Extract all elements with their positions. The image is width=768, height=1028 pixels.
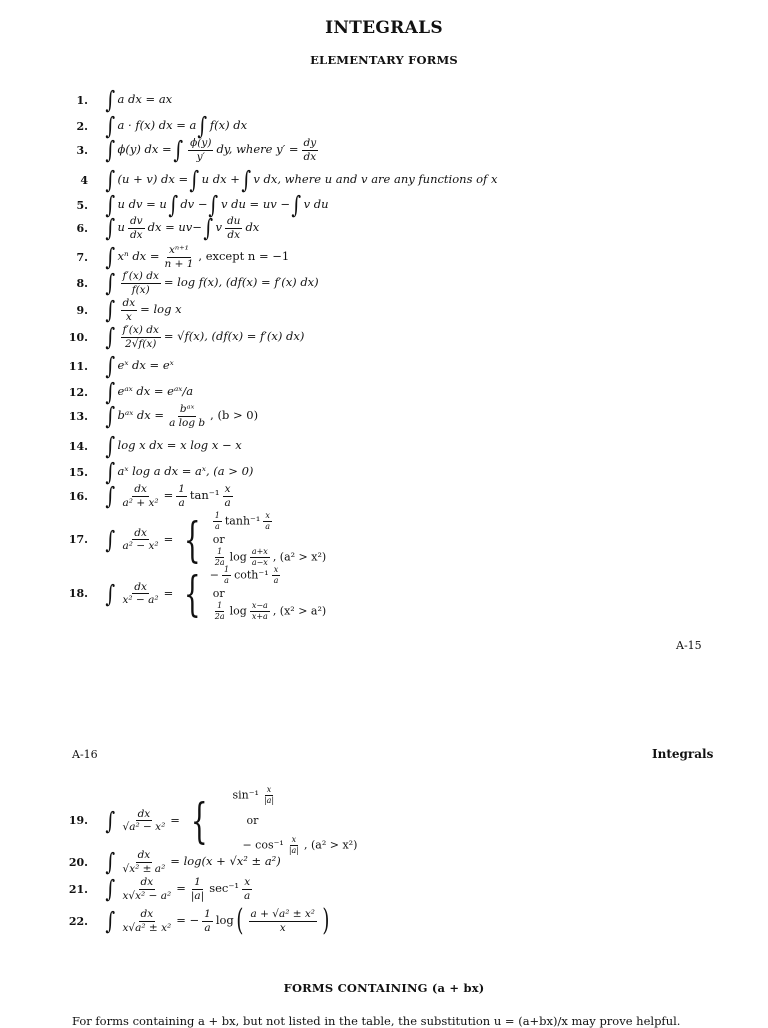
formula-13 xyxy=(0,404,700,428)
fraction-denominator: x² − a² xyxy=(122,594,159,606)
formula-9 xyxy=(0,298,700,322)
fraction-numerator: dx xyxy=(134,580,147,593)
formula-text: dy, where y′ = xyxy=(216,142,299,157)
formula-number: 4 xyxy=(80,173,88,187)
formula-number: 18. xyxy=(68,587,88,600)
formula-text: eᵃˣ dx = eᵃˣ/a xyxy=(117,384,194,399)
formula-number: 15. xyxy=(68,465,88,479)
formula-text: tan⁻¹ xyxy=(189,488,220,503)
formula-number: 19. xyxy=(68,814,88,827)
formula-number: 2. xyxy=(76,119,88,133)
fraction-numerator: dx xyxy=(137,807,151,820)
integral-icon: ∫ xyxy=(241,166,251,194)
fraction-denominator: x xyxy=(125,310,132,323)
integral-icon: ∫ xyxy=(105,525,116,554)
fraction-denominator: 2√f(x) xyxy=(125,337,157,350)
formula-number: 1. xyxy=(76,93,88,107)
formula-text: (u + v) dx = xyxy=(117,172,189,187)
fraction-denominator: √x² ± a² xyxy=(122,862,166,875)
formula-text: v dx, where u and v are any functions of x xyxy=(253,172,498,187)
formula-text: dx = uv− xyxy=(147,220,202,235)
fraction-denominator: dx xyxy=(227,228,241,241)
left-paren-icon: ( xyxy=(236,903,244,938)
fraction-denominator: dx xyxy=(303,150,317,163)
formula-text: log xyxy=(229,604,247,618)
fraction-denominator: |a| xyxy=(190,889,205,902)
fraction-numerator: x xyxy=(265,511,270,520)
fraction-numerator: dx xyxy=(140,908,154,920)
formula-text: u dx + xyxy=(201,172,240,187)
formula-21 xyxy=(0,877,700,901)
integral-icon: ∫ xyxy=(197,112,208,140)
integral-icon: ∫ xyxy=(105,214,116,242)
fraction-numerator: 1 xyxy=(217,547,223,556)
fraction-numerator: 1 xyxy=(224,565,230,574)
formula-text: f(x) dx xyxy=(209,118,248,133)
fraction-numerator: dx xyxy=(122,297,136,309)
fraction-denominator: n + 1 xyxy=(164,257,194,270)
fraction-denominator: a xyxy=(214,522,220,531)
fraction-denominator: a log b xyxy=(169,416,206,429)
formula-number: 14. xyxy=(68,439,88,453)
formula-text: dv − xyxy=(180,197,208,212)
fraction-denominator: dx xyxy=(129,228,143,241)
formula-10 xyxy=(0,325,700,349)
formula-6 xyxy=(0,216,700,240)
formula-11 xyxy=(0,354,700,378)
page-number: A-15 xyxy=(676,639,702,652)
formula-text: log xyxy=(229,550,247,564)
formula-text: = log f(x), (df(x) = f′(x) dx) xyxy=(163,275,319,290)
formula-number: 9. xyxy=(76,303,88,317)
fraction-denominator: x xyxy=(279,921,286,934)
integral-icon: ∫ xyxy=(203,214,214,242)
page-number: A-16 xyxy=(72,748,98,761)
formula-text: tanh⁻¹ xyxy=(224,514,261,528)
formula-22 xyxy=(0,903,700,938)
left-brace-icon: { xyxy=(184,511,201,568)
integral-icon: ∫ xyxy=(105,296,116,324)
formula-text: sin⁻¹ xyxy=(232,788,259,802)
footer-text: For forms containing a + bx, but not listed in the table, the substitution u = (a+bx)/x may prove helpful. xyxy=(72,1014,681,1028)
formula-text: or xyxy=(212,533,225,546)
formula-text: bᵃˣ dx = xyxy=(117,408,165,423)
fraction-numerator: f′(x) dx xyxy=(122,324,159,336)
fraction-denominator: a xyxy=(265,522,271,531)
formula-text: = log(x + √x² ± a²) xyxy=(170,854,281,869)
fraction-numerator: dy xyxy=(303,137,317,149)
fraction-denominator: a xyxy=(224,496,231,509)
formula-text: u xyxy=(117,220,125,235)
integral-icon: ∫ xyxy=(105,579,116,608)
fraction-numerator: f′(x) dx xyxy=(122,270,159,282)
integral-icon: ∫ xyxy=(105,112,116,140)
formula-4 xyxy=(0,168,700,192)
formula-text: = √f(x), (df(x) = f′(x) dx) xyxy=(163,329,305,344)
integral-icon: ∫ xyxy=(105,907,116,935)
formula-number: 8. xyxy=(76,276,88,290)
integral-icon: ∫ xyxy=(173,136,183,164)
integral-icon: ∫ xyxy=(208,191,219,219)
formula-text: a · f(x) dx = a xyxy=(117,118,197,133)
integral-icon: ∫ xyxy=(105,269,116,297)
fraction-denominator: 2a xyxy=(214,558,225,567)
formula-text: or xyxy=(246,814,259,827)
fraction-numerator: 1 xyxy=(194,876,201,888)
formula-number: 20. xyxy=(68,855,88,869)
fraction-numerator: xⁿ⁺¹ xyxy=(168,244,189,256)
fraction-denominator: √a² − x² xyxy=(122,821,166,833)
fraction-numerator: x xyxy=(273,565,279,574)
integral-icon: ∫ xyxy=(105,875,116,903)
formula-text: sec⁻¹ xyxy=(209,881,240,896)
fraction-denominator: |a| xyxy=(288,846,299,855)
section-title-forms-a-bx: FORMS CONTAINING (a + bx) xyxy=(283,981,485,995)
formula-text: = xyxy=(170,812,180,827)
formula-number: 5. xyxy=(76,198,88,212)
fraction-denominator: a xyxy=(204,921,211,934)
fraction-denominator: x√a² ± x² xyxy=(122,921,172,934)
section-title-elementary-forms: ELEMENTARY FORMS xyxy=(310,53,458,67)
formula-text: u dv = u xyxy=(117,197,167,212)
fraction-denominator: a xyxy=(244,889,251,902)
formula-text: = − xyxy=(176,913,200,928)
fraction-numerator: 1 xyxy=(178,483,185,495)
fraction-numerator: 1 xyxy=(217,601,223,610)
integral-icon: ∫ xyxy=(105,191,116,219)
integral-icon: ∫ xyxy=(291,191,302,219)
fraction-denominator: f(x) xyxy=(131,283,150,296)
formula-text: v xyxy=(215,220,222,235)
formula-14 xyxy=(0,434,700,458)
formula-number: 12. xyxy=(68,385,88,399)
fraction-numerator: a+x xyxy=(251,547,268,556)
fraction-numerator: dx xyxy=(140,876,154,888)
formula-text: − cos⁻¹ xyxy=(242,838,284,852)
fraction-numerator: dv xyxy=(129,215,143,227)
integral-icon: ∫ xyxy=(105,136,116,164)
formula-number: 17. xyxy=(68,533,88,546)
formula-text: dx xyxy=(245,220,260,235)
fraction-numerator: 1 xyxy=(214,511,220,520)
right-paren-icon: ) xyxy=(322,903,330,938)
fraction-denominator: a² − x² xyxy=(122,540,159,552)
fraction-numerator: dx xyxy=(134,526,147,539)
integral-icon: ∫ xyxy=(105,402,116,430)
formula-20 xyxy=(0,850,700,874)
formula-text: , (a² > x²) xyxy=(304,838,358,852)
formula-15 xyxy=(0,460,700,484)
formula-text: v du = uv − xyxy=(220,197,291,212)
formula-number: 13. xyxy=(68,409,88,423)
formula-number: 22. xyxy=(68,914,88,928)
fraction-denominator: x+a xyxy=(251,612,268,621)
formula-text: eˣ dx = eˣ xyxy=(117,358,174,373)
integral-icon: ∫ xyxy=(105,458,116,486)
formula-number: 11. xyxy=(68,359,88,373)
fraction-denominator: a xyxy=(178,496,185,509)
integral-icon: ∫ xyxy=(168,191,178,219)
fraction-numerator: 1 xyxy=(204,908,211,920)
formula-text: aˣ log a dx = aˣ, (a > 0) xyxy=(117,464,254,479)
formula-text: , except n = −1 xyxy=(198,249,290,264)
formula-text: xⁿ dx = xyxy=(117,249,160,264)
formula-text: coth⁻¹ xyxy=(234,568,269,582)
page-title: INTEGRALS xyxy=(325,18,443,38)
formula-text: v du xyxy=(303,197,329,212)
integral-icon: ∫ xyxy=(105,323,116,351)
fraction-denominator: 2a xyxy=(214,612,225,621)
formula-number: 10. xyxy=(68,330,88,344)
formula-text: , (b > 0) xyxy=(210,408,259,423)
fraction-denominator: |a| xyxy=(263,796,275,805)
fraction-numerator: ϕ(y) xyxy=(190,137,212,149)
fraction-denominator: x√x² − a² xyxy=(122,889,172,902)
formula-text: log x dx = x log x − x xyxy=(117,438,242,453)
formula-text: = xyxy=(163,488,174,503)
formula-2 xyxy=(0,114,700,138)
formula-7 xyxy=(0,245,700,269)
formula-17 xyxy=(0,512,700,567)
integral-icon: ∫ xyxy=(105,432,116,460)
integral-icon: ∫ xyxy=(105,352,116,380)
formula-number: 3. xyxy=(76,143,88,157)
formula-text: ϕ(y) dx = xyxy=(117,142,172,157)
formula-19 xyxy=(0,786,700,855)
integral-icon: ∫ xyxy=(105,806,116,835)
fraction-numerator: dx xyxy=(137,849,151,861)
fraction-numerator: x xyxy=(224,483,231,495)
fraction-denominator: a² + x² xyxy=(122,496,159,509)
fraction-denominator: a−x xyxy=(251,558,268,567)
running-head: Integrals xyxy=(652,747,714,761)
fraction-numerator: x xyxy=(291,835,297,844)
fraction-denominator: y′ xyxy=(196,150,205,163)
formula-text: − xyxy=(209,568,219,582)
formula-text: = xyxy=(163,531,174,546)
left-brace-icon: { xyxy=(184,565,201,622)
formula-text: = log x xyxy=(140,302,182,317)
formula-8 xyxy=(0,271,700,295)
formula-18 xyxy=(0,566,700,621)
fraction-numerator: dx xyxy=(134,483,147,495)
formula-3 xyxy=(0,138,700,162)
integral-icon: ∫ xyxy=(105,166,116,194)
fraction-denominator: a xyxy=(224,576,229,585)
fraction-numerator: bᵃˣ xyxy=(179,403,195,415)
formula-16 xyxy=(0,484,700,508)
fraction-numerator: a + √a² ± x² xyxy=(250,908,316,920)
fraction-numerator: du xyxy=(226,215,241,227)
formula-number: 16. xyxy=(68,489,88,503)
formula-text: or xyxy=(212,587,225,600)
fraction-denominator: a xyxy=(273,576,279,585)
integral-icon: ∫ xyxy=(105,243,116,271)
formula-number: 7. xyxy=(76,250,88,264)
formula-text: , (x² > a²) xyxy=(272,604,327,618)
formula-12 xyxy=(0,380,700,404)
integral-icon: ∫ xyxy=(189,166,200,194)
integral-icon: ∫ xyxy=(105,86,116,114)
formula-text: = xyxy=(176,881,186,896)
integral-icon: ∫ xyxy=(105,378,116,406)
fraction-numerator: x xyxy=(244,876,251,888)
formula-text: = xyxy=(163,585,174,600)
formula-number: 21. xyxy=(68,882,88,896)
integral-icon: ∫ xyxy=(105,848,116,876)
formula-1 xyxy=(0,88,700,112)
formula-text: log xyxy=(215,913,234,928)
integral-icon: ∫ xyxy=(105,482,116,510)
left-brace-icon: { xyxy=(190,792,208,849)
formula-text: , (a² > x²) xyxy=(272,550,327,564)
fraction-numerator: x xyxy=(266,785,272,794)
formula-number: 6. xyxy=(76,221,88,235)
formula-text: a dx = ax xyxy=(117,92,173,107)
fraction-numerator: x−a xyxy=(251,601,268,610)
